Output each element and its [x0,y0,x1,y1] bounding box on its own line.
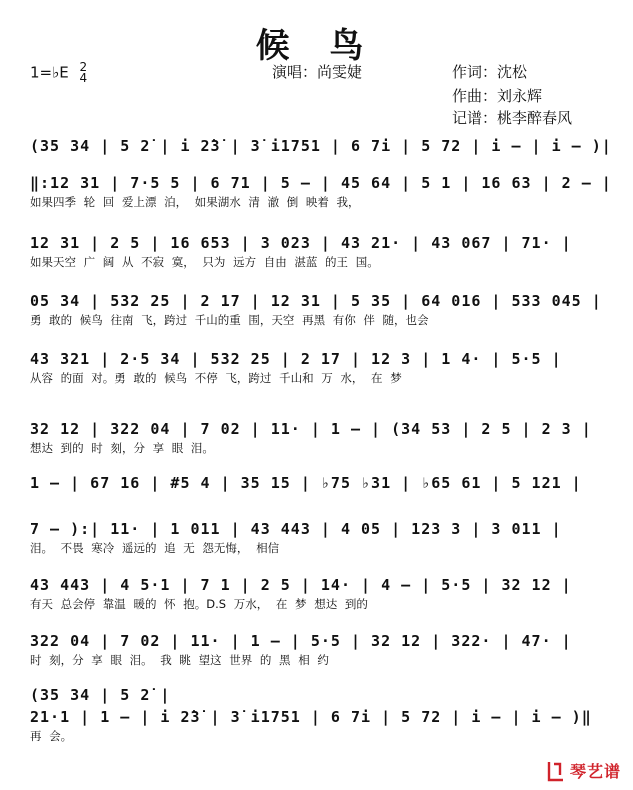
notes-line-9: 43 443 | 4 5·1 | 7 1 | 2 5 | 14· | 4 – | 5·5 | 32 12 | [30,576,572,594]
lyrics-line-4: 勇 敢的 候鸟 往南 飞，跨过 千山的重 围，天空 再黑 有你 伴 随，也会 [30,313,429,327]
lyrics-line-6: 想达 到的 时 刻，分 享 眼 泪。 [30,441,214,455]
lyrics-line-8: 泪。 不畏 寒冷 遥远的 追 无 怨无悔， 相信 [30,541,280,555]
lyrics-line-7 [30,494,605,510]
score-line-7 [30,472,605,510]
score-line-3 [30,232,605,270]
key-signature [30,62,87,84]
score-line-1 [30,135,612,173]
lyrics-line-12: 再 会。 [30,729,73,743]
key-note: ♭E [52,63,69,82]
lyrics-line-1 [30,157,605,173]
singer-credit: 演唱：尚雯婕 [272,63,363,81]
lyrics-line-3: 如果天空 广 阔 从 不寂 寞， 只为 远方 自由 湛蓝 的王 国。 [30,255,379,269]
time-signature [79,62,87,84]
score-line-6 [30,418,605,456]
notes-line-4: 05 34 | 532 25 | 2 17 | 12 31 | 5 35 | 64 016 | 533 045 | [30,292,602,310]
lyricist-credit: 作词：沈松 [452,63,528,81]
site-logo [546,759,621,782]
song-title: 候 鸟 [255,26,378,66]
time-numerator: 2 [79,60,88,74]
notes-line-1: (35 34 | 5 2̇ | i 2̇3̇ | 3̇ i1751 | 6 7i | 5 72 | i – | i – )| [30,137,612,155]
lyrics-line-2: 如果四季 轮 回 爱上漂 泊， 如果湖水 清 澈 倒 映着 我， [30,195,360,209]
logo-icon [546,760,566,782]
score-line-5 [30,348,605,386]
lyrics-line-5: 从容 的面 对。勇 敢的 候鸟 不停 飞，跨过 千山和 万 水， 在 梦 [30,371,402,385]
logo-brand-text: 琴艺谱 [569,762,621,781]
notes-line-7: 1 – | 67 16 | #5 4 | 35 15 | ♭75 ♭31 | ♭65 61 | 5 121 | [30,474,582,492]
score-line-8 [30,518,605,556]
composer-credit: 作曲：刘永辉 [452,87,543,105]
notes-line-5: 43 321 | 2·5 34 | 532 25 | 2 17 | 12 3 | 1 4· | 5·5 | [30,350,562,368]
key-prefix: 1= [30,63,53,82]
notes-line-10: 322 04 | 7 02 | 11· | 1 – | 5·5 | 32 12 | 322· | 47· | [30,632,572,650]
notes-line-2: ‖:12 31 | 7·5 5 | 6 71 | 5 – | 45 64 | 5 1 | 16 63 | 2 – | [30,174,612,192]
score-line-9 [30,574,605,612]
lyrics-line-9: 有天 总会停 靠温 暖的 怀 抱。D.S 万水， 在 梦 想达 到的 [30,597,368,611]
score-line-2 [30,172,612,210]
score-line-4 [30,290,605,328]
lyrics-line-10: 时 刻，分 享 眼 泪。 我 眺 望这 世界 的 黑 相 约 [30,653,329,667]
notes-line-8: 7 – ):| 11· | 1 011 | 43 443 | 4 05 | 123 3 | 3 011 | [30,520,562,538]
notes-line-6: 32 12 | 322 04 | 7 02 | 11· | 1 – | (34 53 | 2 5 | 2 3 | [30,420,592,438]
score-line-12 [30,706,605,744]
score-line-10 [30,630,605,668]
notes-line-3: 12 31 | 2 5 | 16 653 | 3 023 | 43 21· | 43 067 | 71· | [30,234,572,252]
time-denominator: 4 [79,71,88,85]
transcriber-credit: 记谱：桃李醉春风 [452,109,573,127]
notes-line-12: 21·1 | 1 – | i 2̇3̇ | 3̇ i1751 | 6 7i | 5 72 | i – | i – )‖ [30,708,592,726]
notes-line-11: (35 34 | 5 2̇ | [30,686,171,704]
